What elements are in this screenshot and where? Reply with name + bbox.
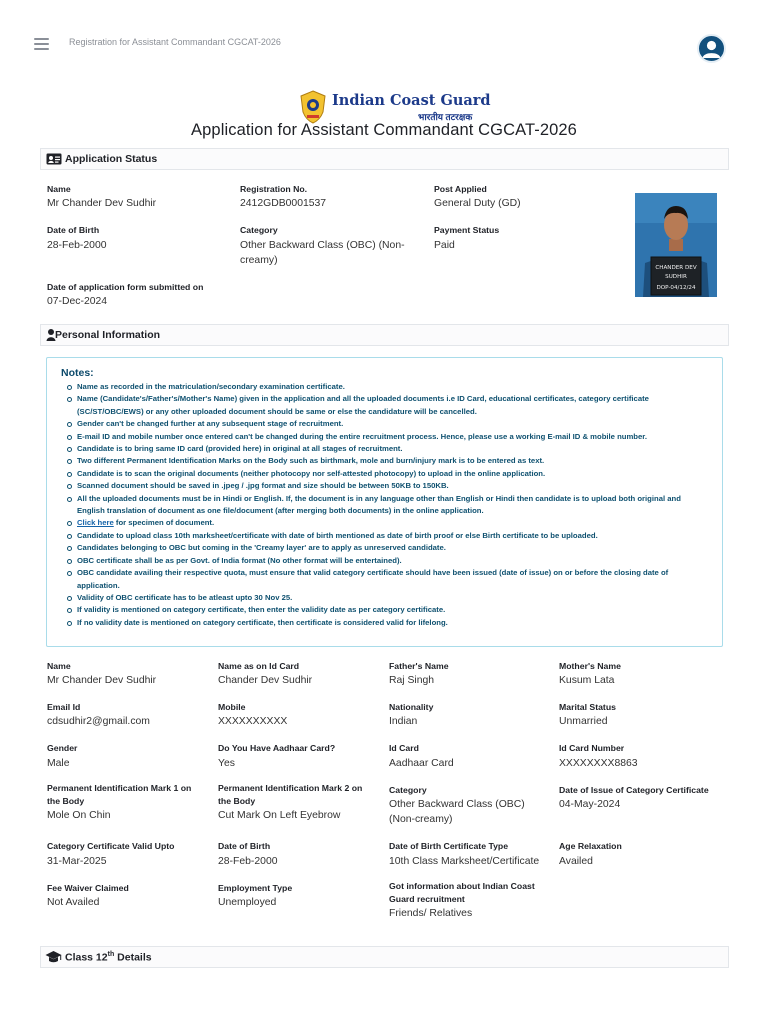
note-item: Gender can't be changed further at any subsequent stage of recruitment. (77, 418, 707, 430)
note-item: If no validity date is mentioned on category certificate, then certificate is considered valid for lifelong. (77, 617, 707, 629)
notes-list (77, 381, 707, 629)
pi-age-label: Age Relaxation (559, 841, 622, 851)
application-status-header (40, 148, 729, 170)
pi-issue-label: Date of Issue of Category Certificate (559, 785, 709, 795)
note-item: Name as recorded in the matriculation/secondary examination certificate. (77, 381, 707, 393)
pi-fee-label: Fee Waiver Claimed (47, 883, 129, 893)
user-avatar-icon[interactable] (697, 34, 726, 63)
pi-marital-label: Marital Status (559, 702, 616, 712)
pi-dobcert-label: Date of Birth Certificate Type (389, 841, 509, 851)
pi-idnumber-label: Id Card Number (559, 743, 625, 753)
pi-idcard-label: Id Card (389, 743, 419, 753)
note-item: Name (Candidate's/Father's/Mother's Name) given in the application and all the uploaded documents i.e ID Card, educational certificates, category certificate (SC/ST/OBC/EWS) or any other uploaded document should be same or else the candidature will be cancelled. (77, 393, 707, 418)
note-item: E-mail ID and mobile number once entered can't be changed during the entire recruitment process. Hence, please use a working E-mail ID & mobile number. (77, 431, 707, 443)
pi-idcard-value: Aadhaar Card (389, 758, 454, 769)
click-here-link[interactable]: Click here (77, 518, 114, 528)
photo-board-line3: DOP-04/12/24 (656, 285, 696, 291)
pi-mark1-label-1: Permanent Identification Mark 1 on (47, 783, 192, 793)
graduation-cap-icon (45, 950, 62, 964)
class12-title-main: Class 12 (65, 951, 108, 964)
pi-aadhaar-label: Do You Have Aadhaar Card? (218, 743, 336, 753)
pi-age-value: Availed (559, 856, 593, 867)
note-item: Candidate is to scan the original documents (neither photocopy nor self-attested photocopy) to upload in the online application. (77, 468, 707, 480)
pi-category-value-1: Other Backward Class (OBC) (389, 799, 525, 810)
payment-value: Paid (434, 240, 455, 251)
submitted-label: Date of application form submitted on (47, 282, 204, 292)
top-bar (0, 0, 768, 90)
pi-name-value: Mr Chander Dev Sudhir (47, 675, 157, 686)
pi-idname-label: Name as on Id Card (218, 661, 300, 671)
pi-idname-value: Chander Dev Sudhir (218, 675, 313, 686)
status-category-value-2: creamy) (240, 255, 278, 266)
pi-info-value: Friends/ Relatives (389, 908, 473, 919)
brand-name: Indian Coast Guard (332, 92, 491, 109)
pi-category-value-2: (Non-creamy) (389, 814, 453, 825)
pi-mark2-label-2: the Body (218, 796, 256, 806)
pi-nationality-value: Indian (389, 716, 418, 727)
note-item: Candidate to upload class 10th marksheet/certificate with date of birth mentioned as date of birth proof or else Birth certificate to be uploaded. (77, 530, 707, 542)
personal-information-title: Personal Information (55, 329, 161, 341)
pi-issue-value: 04-May-2024 (559, 799, 621, 810)
note-item: All the uploaded documents must be in Hindi or English. If, the document is in any language other than English or Hindi then candidate is to upload both original and English translation of document as one file/document (after merging both documents) in the online application. (77, 493, 707, 518)
notes-box (46, 357, 723, 647)
note-item: Scanned document should be saved in .jpeg / .jpg format and size should be between 50KB to 150KB. (77, 480, 707, 492)
class12-title-sup: th (107, 951, 115, 958)
photo-board-line2: SUDHIR (665, 274, 687, 280)
pi-mother-label: Mother's Name (559, 661, 621, 671)
pi-gender-label: Gender (47, 743, 78, 753)
brand-logo (0, 88, 768, 124)
pi-dobcert-value: 10th Class Marksheet/Certificate (389, 856, 540, 867)
pi-father-label: Father's Name (389, 661, 449, 671)
pi-father-value: Raj Singh (389, 675, 435, 686)
pi-category-label: Category (389, 785, 427, 795)
pi-gender-value: Male (47, 758, 70, 769)
note-item-specimen (77, 517, 707, 529)
click-here-rest: for specimen of document. (113, 518, 215, 528)
status-name-label: Name (47, 184, 71, 194)
header-title: Registration for Assistant Commandant CGCAT-2026 (69, 37, 281, 47)
class12-header (40, 946, 729, 968)
pi-aadhaar-value: Yes (218, 758, 235, 769)
pi-info-label-2: Guard recruitment (389, 894, 465, 904)
pi-name-label: Name (47, 661, 71, 671)
pi-mobile-value: XXXXXXXXXX (218, 716, 288, 727)
pi-mark2-value: Cut Mark On Left Eyebrow (218, 810, 341, 821)
notes-title: Notes: (61, 367, 94, 379)
pi-employment-value: Unemployed (218, 897, 277, 908)
class12-title-rest: Details (114, 951, 152, 964)
note-item: OBC candidate availing their respective quota, must ensure that valid category certificate should have been issued (date of issue) on or before the closing date of application. (77, 567, 707, 592)
post-label: Post Applied (434, 184, 487, 194)
pi-fee-value: Not Availed (47, 897, 100, 908)
pi-employment-label: Employment Type (218, 883, 293, 893)
note-item: If validity is mentioned on category certificate, then enter the validity date as per category certificate. (77, 604, 707, 616)
status-name-value: Mr Chander Dev Sudhir (47, 198, 157, 209)
registration-value: 2412GDB0001537 (240, 198, 327, 209)
pi-email-label: Email Id (47, 702, 81, 712)
submitted-value: 07-Dec-2024 (47, 296, 108, 307)
pi-dob-value: 28-Feb-2000 (218, 856, 278, 867)
note-item: Validity of OBC certificate has to be atleast upto 30 Nov 25. (77, 592, 707, 604)
application-status-title: Application Status (65, 153, 158, 165)
coast-guard-emblem (298, 90, 328, 124)
personal-information-header (40, 324, 729, 346)
pi-mobile-label: Mobile (218, 702, 246, 712)
class12-title (65, 951, 152, 964)
pi-email-value: cdsudhir2@gmail.com (47, 716, 150, 727)
pi-marital-value: Unmarried (559, 716, 608, 727)
photo-board-line1: CHANDER DEV (655, 265, 697, 271)
status-dob-label: Date of Birth (47, 225, 100, 235)
post-value: General Duty (GD) (434, 198, 521, 209)
id-card-icon (46, 152, 62, 166)
pi-mark1-label-2: the Body (47, 796, 85, 806)
status-category-label: Category (240, 225, 278, 235)
note-item: Candidate is to bring same ID card (provided here) in original at all stages of recruitment. (77, 443, 707, 455)
pi-valid-value: 31-Mar-2025 (47, 856, 107, 867)
pi-dob-label: Date of Birth (218, 841, 271, 851)
page-title: Application for Assistant Commandant CGCAT-2026 (191, 121, 577, 139)
pi-mark2-label-1: Permanent Identification Mark 2 on (218, 783, 363, 793)
pi-nationality-label: Nationality (389, 702, 434, 712)
payment-label: Payment Status (434, 225, 500, 235)
status-category-value-1: Other Backward Class (OBC) (Non- (240, 240, 405, 251)
note-item: Candidates belonging to OBC but coming in the 'Creamy layer' are to apply as unreserved candidate. (77, 542, 707, 554)
note-item: OBC certificate shall be as per Govt. of India format (No other format will be entertained). (77, 555, 707, 567)
pi-idnumber-value: XXXXXXXX8863 (559, 758, 638, 769)
brand-hindi: भारतीय तटरक्षक (418, 112, 473, 122)
hamburger-icon[interactable] (34, 38, 49, 52)
note-item: Two different Permanent Identification Marks on the Body such as birthmark, mole and burn/injury mark is to be entered as text. (77, 455, 707, 467)
candidate-photo (635, 193, 717, 297)
pi-mark1-value: Mole On Chin (47, 810, 111, 821)
registration-label: Registration No. (240, 184, 308, 194)
pi-info-label-1: Got information about Indian Coast (389, 881, 535, 891)
pi-valid-label: Category Certificate Valid Upto (47, 841, 175, 851)
pi-mother-value: Kusum Lata (559, 675, 615, 686)
status-dob-value: 28-Feb-2000 (47, 240, 107, 251)
